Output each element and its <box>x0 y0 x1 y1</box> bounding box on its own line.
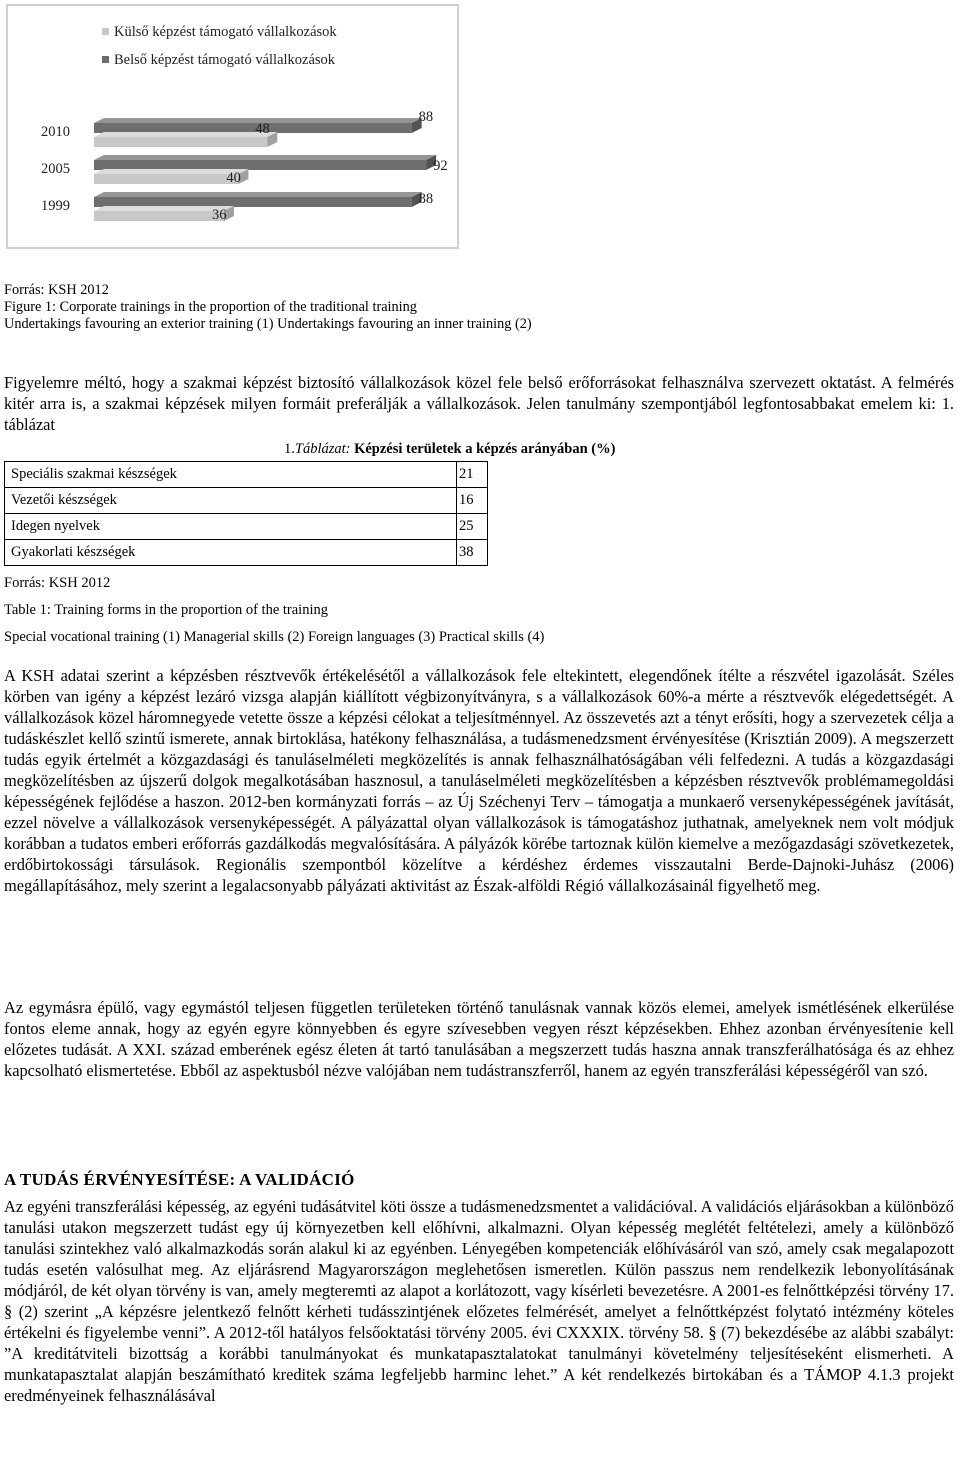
section-heading: A TUDÁS ÉRVÉNYESÍTÉSE: A VALIDÁCIÓ <box>4 1170 355 1189</box>
table-cell-label: Gyakorlati készségek <box>5 540 457 566</box>
table-row <box>5 514 488 540</box>
figure-title: Figure 1: Corporate trainings in the proportion of the traditional training <box>4 299 417 315</box>
table-cell-value: 21 <box>457 462 488 488</box>
table-title-label: Táblázat: <box>294 441 351 457</box>
bar-top-face <box>94 155 436 160</box>
bar-top-face <box>94 192 422 197</box>
table-cell-value: 16 <box>457 488 488 514</box>
table-title-num: 1. <box>284 441 295 457</box>
legend-swatch <box>102 28 109 35</box>
paragraph-3: Az egymásra épülő, vagy egymástól teljesen független területeken történő tanulásnak vannak közös elemei, amelyek ismétlésének elkerülése fontos eleme annak, hogy az egyén egyre könnyebben és egyre szívesebben vegyen részt képzésekben. Ehhez azonban érvényesítenie kell előzetes tudását. A XXI. század emberének egész életen át tartó tanulásában a megszerzett tudás haszna annak transzferálhatósága és az ehhez kapcsolható elismertetése. Ebből az aspektusból nézve valójában nem tudástranszferről, hanem az egyén transzferálási képességéről van szó. <box>4 998 954 1080</box>
figure-caption <box>4 282 954 333</box>
table-cell-value: 25 <box>457 514 488 540</box>
table-row <box>5 540 488 566</box>
bar-series-2 <box>94 160 426 170</box>
bar-series-2 <box>94 197 412 207</box>
table-legend-en: Special vocational training (1) Managerial skills (2) Foreign languages (3) Practical skills (4) <box>4 629 545 645</box>
data-label: 88 <box>418 109 434 125</box>
bar-top-face <box>94 132 277 137</box>
legend-label: Külső képzést támogató vállalkozások <box>114 24 337 40</box>
bar-series-1 <box>94 137 267 147</box>
paragraph-4: Az egyéni transzferálási képesség, az egyéni tudásátvitel köti össze a tudásmenedzsmentet a validációval. A validációs eljárásokban a különböző tanulási utakon megszerzett tudást egy új környezetben kell előhívni, alkalmazni. Olyan képesség meglétét feltételezi, amely a különböző tanulási szintekhez való alkalmazkodás során alakul ki az egyénben. Lényegében kompetenciák előhívásáról van szó, amely csak megalapozott tudás esetén valósulhat meg. Az eljárásrend Magyarországon meglehetősen ismeretlen. Külön passzus nem rendelkezik lebonyolításának módjáról, de két olyan törvény is van, amely megteremti az alapot a korlátozott, vagy kísérleti bevezetésre. A 2001-es felnőttképzési törvény 17. § (2) szerint „A képzésre jelentkező felnőtt kérheti tudásszintjének előzetes felmérését, amelyet a felnőttképzést folytató intézmény köteles értékelni és figyelembe venni”. A 2012-től hatályos felsőoktatási törvény 2005. évi CXXXIX. törvény 58. § (7) bekezdésébe az alábbi szabályt: ”A kreditátviteli bizottság a korábbi tanulmányokat és munkatapasztalatokat tanulmányi követelmény teljesítéseként elismerheti. A munkatapasztalat alapján beszámítható kreditek száma legfeljebb harminc lehet.” A két rendelkezés birtokában és a TÁMOP 4.1.3 projekt eredményeinek felhasználásával <box>4 1197 954 1405</box>
bar-series-1 <box>94 174 238 184</box>
table-cell-value: 38 <box>457 540 488 566</box>
data-label: 92 <box>433 158 448 174</box>
paragraph-1: Figyelemre méltó, hogy a szakmai képzést biztosító vállalkozások közel fele belső erőforrásokat felhasználva szervezett oktatást. A felmérés kitér arra is, a szakmai képzések milyen formáit preferálják a vállalkozások. Jelen tanulmány szempontjából legfontosabbakat emelem ki: 1. táblázat <box>4 373 954 434</box>
training-table <box>4 461 488 566</box>
paragraph-2: A KSH adatai szerint a képzésben résztvevők értékelésétől a vállalkozások fele eltekintett, elegendőnek ítélte a részvétel igazolását. Széles körben van igény a képzést lezáró vizsga alapján kiállított végbizonyítványra, s a vállalkozások 60%-a mérte a résztvevők elégedettségét. A vállalkozások közel háromnegyede vetette össze a képzési célokat a teljesítménnyel. Az összevetés azt a tényt erősíti, hogy a szervezetek célja a tudáskészlet kellő szintű ismerete, annak birtoklása, hatékony felhasználása, a tudásmenedzsment érvényesítése (Krisztián 2009). A megszerzett tudás egyik értelmét a közgazdasági és tanuláselméleti megközelítés is annak felhasználhatóságában véli felfedezni. A tudás a közgazdasági megközelítésben az újszerű dolgok megalkotásában hasznosul, a tanuláselméleti megközelítésben a képzésben résztvevők problémamegoldási képességének fejlődése a haszon. 2012-ben kormányzati forrás – az Új Széchenyi Terv – támogatja a munkaerő versenyképességének javítását, ezzel növelve a vállalkozások versenyképességét. A pályázattal olyan vállalkozások is támogatáshoz juthatnak, amelyeknek nem volt módjuk korábban a tudatos emberi erőforrás gazdálkodás megvalósítására. A pályázók körébe tartoznak külön kiemelve a mezőgazdasági szövetkezetek, erdőbirtokossági társulások. Regionális szempontból közelítve a kérdéshez érdemes visszautalni Berde-Dajnoki-Juhász (2006) megállapításához, mely szerint a legalacsonyabb pályázati aktivitást az Észak-alföldi Régió vállalkozásainál figyelhető meg. <box>4 666 954 895</box>
table-cell-label: Speciális szakmai készségek <box>5 462 457 488</box>
category-tick-label: 2005 <box>41 161 70 177</box>
table-caption-en: Table 1: Training forms in the proportion of the training <box>4 602 328 618</box>
bar-chart <box>6 4 459 249</box>
bar-top-face <box>94 169 248 174</box>
bar-series-1 <box>94 211 224 221</box>
chart-svg <box>8 6 457 247</box>
table-title <box>284 441 615 458</box>
category-tick-label: 1999 <box>41 198 70 214</box>
table-row <box>5 488 488 514</box>
data-label: 36 <box>211 207 227 223</box>
data-label: 88 <box>418 191 434 207</box>
table-title-text: Képzési területek a képzés arányában (%) <box>354 441 616 457</box>
table-source: Forrás: KSH 2012 <box>4 575 111 591</box>
table-row <box>5 462 488 488</box>
bar-series-2 <box>94 123 412 133</box>
table-caption <box>4 570 904 651</box>
legend-label: Belső képzést támogató vállalkozások <box>114 52 336 68</box>
figure-legend-en: Undertakings favouring an exterior training (1) Undertakings favouring an inner training (2) <box>4 316 532 332</box>
legend-swatch <box>102 56 109 63</box>
table-cell-label: Vezetői készségek <box>5 488 457 514</box>
data-label: 48 <box>255 121 270 137</box>
category-tick-label: 2010 <box>41 124 70 140</box>
table-cell-label: Idegen nyelvek <box>5 514 457 540</box>
data-label: 40 <box>226 170 241 186</box>
figure-source: Forrás: KSH 2012 <box>4 282 109 298</box>
